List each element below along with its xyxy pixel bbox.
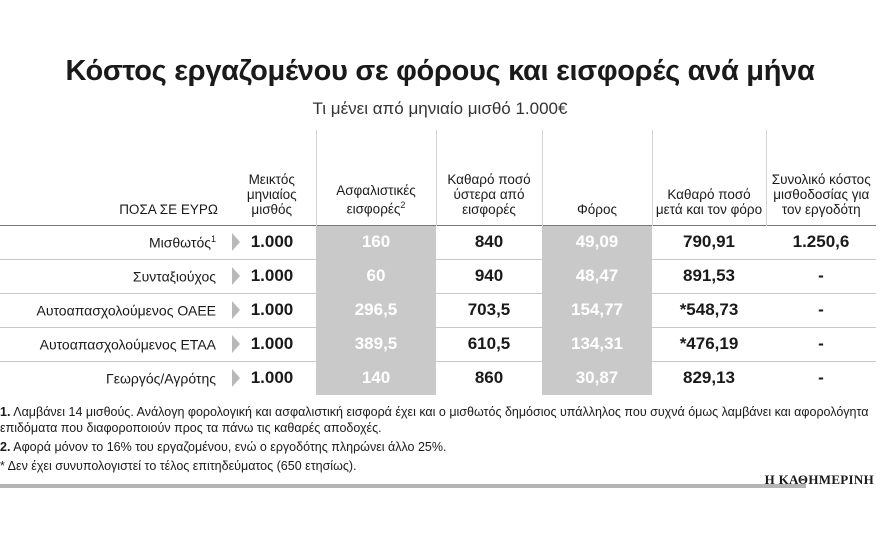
cost-table bbox=[0, 130, 876, 395]
contributions-cell: 296,5 bbox=[316, 293, 436, 327]
footnote-1: 1. Λαμβάνει 14 μισθούς. Ανάλογη φορολογική και ασφαλιστική εισφορά έχει και ο μισθωτός δημόσιος υπάλληλος που συχνά όμως λαμβάνει και αφορολόγητα επιδόματα που διαφοροποιούν προς τα πάνω τις καθαρές αποδοχές. bbox=[0, 405, 869, 435]
footnote-3: * Δεν έχει συνυπολογιστεί το τέλος επιτηδεύματος (650 ετησίως). bbox=[0, 459, 357, 473]
net-after-tax-cell: 829,13 bbox=[683, 368, 735, 388]
employer-cost-cell: - bbox=[818, 300, 824, 319]
employer-cost-cell: - bbox=[818, 266, 824, 285]
footer-divider bbox=[0, 484, 806, 488]
employer-cost-cell: - bbox=[818, 368, 824, 388]
gross-salary-cell: 1.000 bbox=[228, 361, 316, 395]
row-label: Μισθωτός$^1$ bbox=[148, 233, 216, 251]
gross-salary-cell: 1.000 bbox=[228, 293, 316, 327]
net-after-tax-cell: *476,19 bbox=[679, 334, 739, 353]
net-after-tax-cell: 891,53 bbox=[683, 266, 735, 285]
table-row bbox=[0, 225, 876, 259]
row-label: Αυτοαπασχολούμενος ΕΤΑΑ bbox=[39, 336, 216, 353]
tax-cell: 134,31 bbox=[542, 327, 652, 361]
employer-cost-cell: - bbox=[818, 334, 824, 353]
page-subtitle: Τι μένει από μηνιαίο μισθό 1.000€ bbox=[312, 99, 568, 118]
net-after-contrib-cell: 703,5 bbox=[467, 300, 511, 319]
net-after-contrib-cell: 840 bbox=[474, 232, 504, 251]
net-after-contrib-cell: 940 bbox=[474, 266, 504, 285]
tax-cell: 48,47 bbox=[542, 259, 652, 293]
tax-cell: 154,77 bbox=[542, 293, 652, 327]
row-label: Γεωργός/Αγρότης bbox=[106, 370, 216, 387]
arrow-icon bbox=[232, 267, 240, 285]
footnote-2: 2. Αφορά μόνον το 16% του εργαζομένου, ενώ ο εργοδότης πληρώνει άλλο 25%. bbox=[0, 440, 447, 454]
header-contributions: Ασφαλιστικές εισφορές$^2$ bbox=[316, 130, 436, 225]
header-net-after-contrib: Καθαρό ποσό ύστερα από εισφορές bbox=[436, 130, 542, 225]
contributions-cell: 160 bbox=[316, 225, 436, 259]
header-net-after-tax: Καθαρό ποσό μετά και τον φόρο bbox=[652, 130, 766, 225]
header-gross: Μεικτός μηνιαίος μισθός bbox=[246, 171, 297, 217]
net-after-tax-cell: *548,73 bbox=[679, 300, 739, 319]
arrow-icon bbox=[232, 233, 240, 251]
net-after-tax-cell: 790,91 bbox=[683, 232, 735, 251]
table-row bbox=[0, 361, 876, 395]
page-title: Κόστος εργαζομένου σε φόρους και εισφορές ανά μήνα bbox=[65, 55, 815, 87]
arrow-icon bbox=[232, 369, 240, 387]
row-label: Αυτοαπασχολούμενος ΟΑΕΕ bbox=[36, 302, 216, 319]
arrow-icon bbox=[232, 335, 240, 353]
gross-salary-cell: 1.000 bbox=[228, 327, 316, 361]
net-after-contrib-cell: 610,5 bbox=[467, 334, 511, 353]
table-row bbox=[0, 259, 876, 293]
arrow-icon bbox=[232, 301, 240, 319]
header-label: ΠΟΣΑ ΣΕ ΕΥΡΩ bbox=[119, 201, 218, 217]
tax-cell: 49,09 bbox=[542, 225, 652, 259]
row-label: Συνταξιούχος bbox=[132, 268, 216, 285]
contributions-cell: 60 bbox=[316, 259, 436, 293]
table-row bbox=[0, 327, 876, 361]
table-header-row bbox=[0, 130, 876, 225]
net-after-contrib-cell: 860 bbox=[474, 368, 504, 388]
employer-cost-cell: 1.250,6 bbox=[792, 232, 850, 251]
tax-cell: 30,87 bbox=[542, 361, 652, 395]
header-employer-cost: Συνολικό κόστος μισθοδοσίας για τον εργοδότη bbox=[766, 130, 876, 225]
gross-salary-cell: 1.000 bbox=[228, 225, 316, 259]
contributions-cell: 389,5 bbox=[316, 327, 436, 361]
header-tax: Φόρος bbox=[542, 130, 652, 225]
footnotes bbox=[0, 404, 876, 477]
table-row bbox=[0, 293, 876, 327]
gross-salary-cell: 1.000 bbox=[228, 259, 316, 293]
brand-label: Η ΚΑΘΗΜΕΡΙΝΗ bbox=[764, 472, 874, 487]
contributions-cell: 140 bbox=[316, 361, 436, 395]
